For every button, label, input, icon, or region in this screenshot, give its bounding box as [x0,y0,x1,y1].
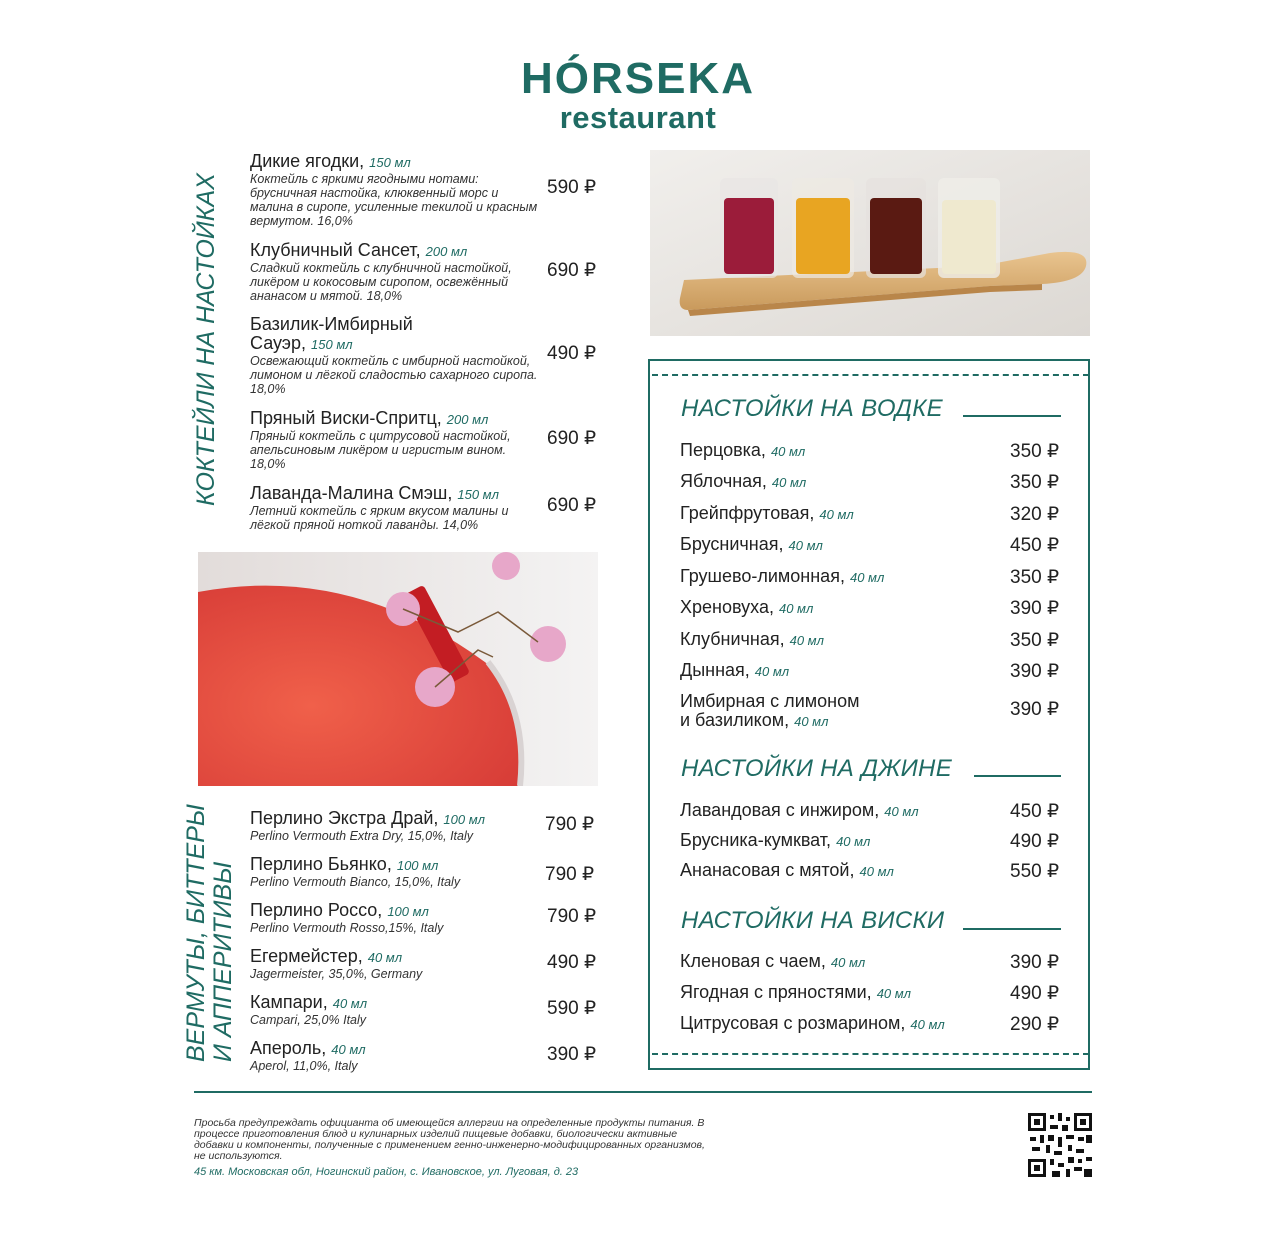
tincture-item [680,535,823,555]
footer-divider [194,1091,1092,1093]
cocktail-photo [198,552,598,786]
item-volume: 40 мл [778,601,814,616]
section-title-vodka: НАСТОЙКИ НА ВОДКЕ [681,395,943,422]
item-volume: 40 мл [830,955,866,970]
item-description: Aperol, 11,0%, Italy [250,1059,358,1073]
tinctures-photo-image [650,150,1090,336]
section-underline [963,928,1061,930]
item-name: Дынная, [680,660,750,680]
item-price: 450 ₽ [1010,801,1060,822]
item-price: 390 ₽ [1010,598,1060,619]
item-price: 350 ₽ [1010,567,1060,588]
cocktail-photo-image [198,552,598,786]
item-volume: 40 мл [788,538,823,553]
item-price: 320 ₽ [1010,504,1060,525]
item-name: Перцовка, [680,440,766,460]
item-price: 590 ₽ [547,998,597,1019]
item-price: 490 ₽ [547,343,597,364]
item-name: Цитрусовая с розмарином, [680,1013,906,1033]
item-volume: 40 мл [331,1042,366,1057]
section-title-vermouths [183,804,237,1062]
vermouth-item [250,855,540,889]
item-name: Клубничная, [680,629,785,649]
item-description: Сладкий коктейль с клубничной настойкой, ликёром и кокосовым сиропом, освежённый ананасом и мятой. 18,0% [250,261,512,303]
item-volume: 40 мл [884,804,919,819]
item-price: 690 ₽ [547,428,597,449]
item-name: Дикие ягодки, [250,151,365,171]
item-name-line [250,809,540,829]
item-description: Коктейль с яркими ягодными нотами: брусничная настойка, клюквенный морс и малина в сиропе, усиленные текилой и красным вермутом. 16,0% [250,172,538,228]
item-volume: 200 мл [425,244,468,259]
item-name: Лаванда-Малина Смэш, [250,483,453,503]
item-price: 390 ₽ [1010,699,1060,720]
item-price: 350 ₽ [1010,472,1060,493]
vermouth-item [250,809,540,843]
item-description: Perlino Vermouth Rosso,15%, Italy [250,921,444,935]
cocktail-item [250,152,540,228]
item-volume: 40 мл [332,996,368,1011]
item-price: 550 ₽ [1010,861,1060,882]
item-price: 350 ₽ [1010,441,1060,462]
item-name: Брусничная, [680,534,784,554]
item-price: 390 ₽ [1010,661,1060,682]
item-price: 490 ₽ [1010,831,1060,852]
item-name-line [250,241,540,261]
item-description: Jagermeister, 35,0%, Germany [250,967,423,981]
section-title-vermouths-line1: ВЕРМУТЫ, БИТТЕРЫ [182,803,210,1062]
item-name: Пряный Виски-Спритц, [250,408,442,428]
item-price: 690 ₽ [547,260,597,281]
item-name: и базиликом, [680,710,790,730]
item-name-line [250,1039,540,1059]
item-name: Сауэр, [250,333,307,353]
tincture-item [680,952,865,972]
logo-title: HÓRSEKA [520,54,756,103]
item-volume: 40 мл [849,570,885,585]
item-volume: 100 мл [443,812,485,827]
item-description: Освежающий коктейль с имбирной настойкой, лимоном и лёгкой сладостью сахарного сиропа. 18,0% [250,354,538,396]
item-name: Кленовая с чаем, [680,951,826,971]
item-name: Апероль, [250,1038,327,1058]
item-volume: 40 мл [836,834,871,849]
item-volume: 40 мл [771,475,807,490]
section-underline [963,415,1061,417]
tincture-item [680,831,870,851]
item-price: 790 ₽ [545,814,595,835]
item-description: Perlino Vermouth Extra Dry, 15,0%, Italy [250,829,474,843]
tincture-item [680,983,911,1003]
qr-code[interactable] [1028,1113,1092,1177]
item-price: 490 ₽ [547,952,597,973]
logo-subtitle: restaurant [559,100,717,135]
tincture-item [680,504,854,524]
item-name: Перлино Экстра Драй, [250,808,439,828]
vermouth-item [250,947,540,981]
panel-dashed-top [652,374,1089,376]
item-name: Яблочная, [680,471,767,491]
item-name: Грейпфрутовая, [680,503,815,523]
item-price: 590 ₽ [547,177,597,198]
vermouth-item [250,993,540,1027]
tincture-item [680,598,813,618]
tincture-item [680,801,919,821]
tincture-item [680,472,806,492]
item-volume: 150 мл [311,337,353,352]
item-volume: 150 мл [369,155,411,170]
item-name: Хреновуха, [680,597,774,617]
item-volume: 100 мл [396,858,439,873]
item-volume: 100 мл [387,904,429,919]
item-volume: 40 мл [876,986,912,1001]
item-volume: 40 мл [367,950,403,965]
section-underline [974,775,1061,777]
cocktail-item [250,484,540,532]
item-price: 790 ₽ [545,864,595,885]
item-name: Ананасовая с мятой, [680,860,855,880]
item-name: Грушево-лимонная, [680,566,845,586]
item-description: Пряный коктейль с цитрусовой настойкой, апельсиновым ликёром и игристым вином. 18,0% [250,429,511,471]
item-price: 350 ₽ [1010,630,1060,651]
tincture-item [680,661,789,681]
item-volume: 40 мл [794,714,829,729]
item-volume: 150 мл [457,487,499,502]
item-volume: 40 мл [789,633,824,648]
item-price: 290 ₽ [1010,1014,1060,1035]
item-name-first-line: Имбирная с лимоном [680,691,860,711]
item-name-line [250,484,540,504]
cocktail-item [250,315,540,396]
item-volume: 40 мл [859,864,894,879]
qr-code-image [1028,1113,1092,1177]
item-price: 790 ₽ [547,906,597,927]
cocktail-item [250,241,540,303]
item-name: Перлино Бьянко, [250,854,392,874]
vermouth-item [250,901,540,935]
address: 45 км. Московская обл, Ногинский район, с. Ивановское, ул. Луговая, д. 23 [194,1166,579,1178]
item-name-line [250,334,540,354]
item-name-line [250,901,540,921]
item-name: Клубничный Сансет, [250,240,421,260]
item-description: Perlino Vermouth Bianco, 15,0%, Italy [250,875,461,889]
item-volume: 40 мл [770,444,806,459]
item-price: 490 ₽ [1010,983,1060,1004]
item-price: 450 ₽ [1010,535,1060,556]
tincture-item [680,861,894,881]
item-name-line [250,409,540,429]
item-volume: 40 мл [754,664,790,679]
panel-dashed-bottom [652,1053,1089,1055]
tincture-item [680,692,859,731]
section-title-vermouths-line2: И АППЕРИТИВЫ [209,861,237,1062]
item-price: 690 ₽ [547,495,597,516]
item-name-line [680,711,859,731]
item-name-line [250,855,540,875]
item-name: Егермейстер, [250,946,363,966]
item-name-line [250,947,540,967]
item-name: Ягодная с пряностями, [680,982,872,1002]
section-title-whisky: НАСТОЙКИ НА ВИСКИ [681,907,945,934]
item-name-first-line: Базилик-Имбирный [250,314,413,334]
tincture-item [680,630,824,650]
item-name: Кампари, [250,992,328,1012]
item-name-line [250,993,540,1013]
vermouth-item [250,1039,540,1073]
item-description: Летний коктейль с ярким вкусом малины и лёгкой пряной ноткой лаванды. 14,0% [250,504,509,532]
item-name-line [250,152,540,172]
item-volume: 40 мл [819,507,854,522]
item-volume: 40 мл [910,1017,945,1032]
item-price: 390 ₽ [547,1044,597,1065]
item-description: Campari, 25,0% Italy [250,1013,367,1027]
section-title-gin: НАСТОЙКИ НА ДЖИНЕ [681,755,952,782]
section-title-cocktails: КОКТЕЙЛИ НА НАСТОЙКАХ [192,173,220,506]
tincture-item [680,567,884,587]
item-name: Перлино Россо, [250,900,383,920]
tincture-item [680,441,805,461]
allergy-note: Просьба предупреждать официанта об имеющейся аллергии на определенные продукты питания. В процессе приготовления блюд и кулинарных изделий пищевые добавки, биологически активные добавки и компоненты, полученные с применением генно-инженерно-модифицированных организмов, не используются. [194,1117,705,1162]
item-name: Лавандовая с инжиром, [680,800,880,820]
item-name: Брусника-кумкват, [680,830,832,850]
cocktail-item [250,409,540,471]
tincture-item [680,1014,945,1034]
item-volume: 200 мл [446,412,489,427]
tinctures-photo [650,150,1090,336]
item-price: 390 ₽ [1010,952,1060,973]
